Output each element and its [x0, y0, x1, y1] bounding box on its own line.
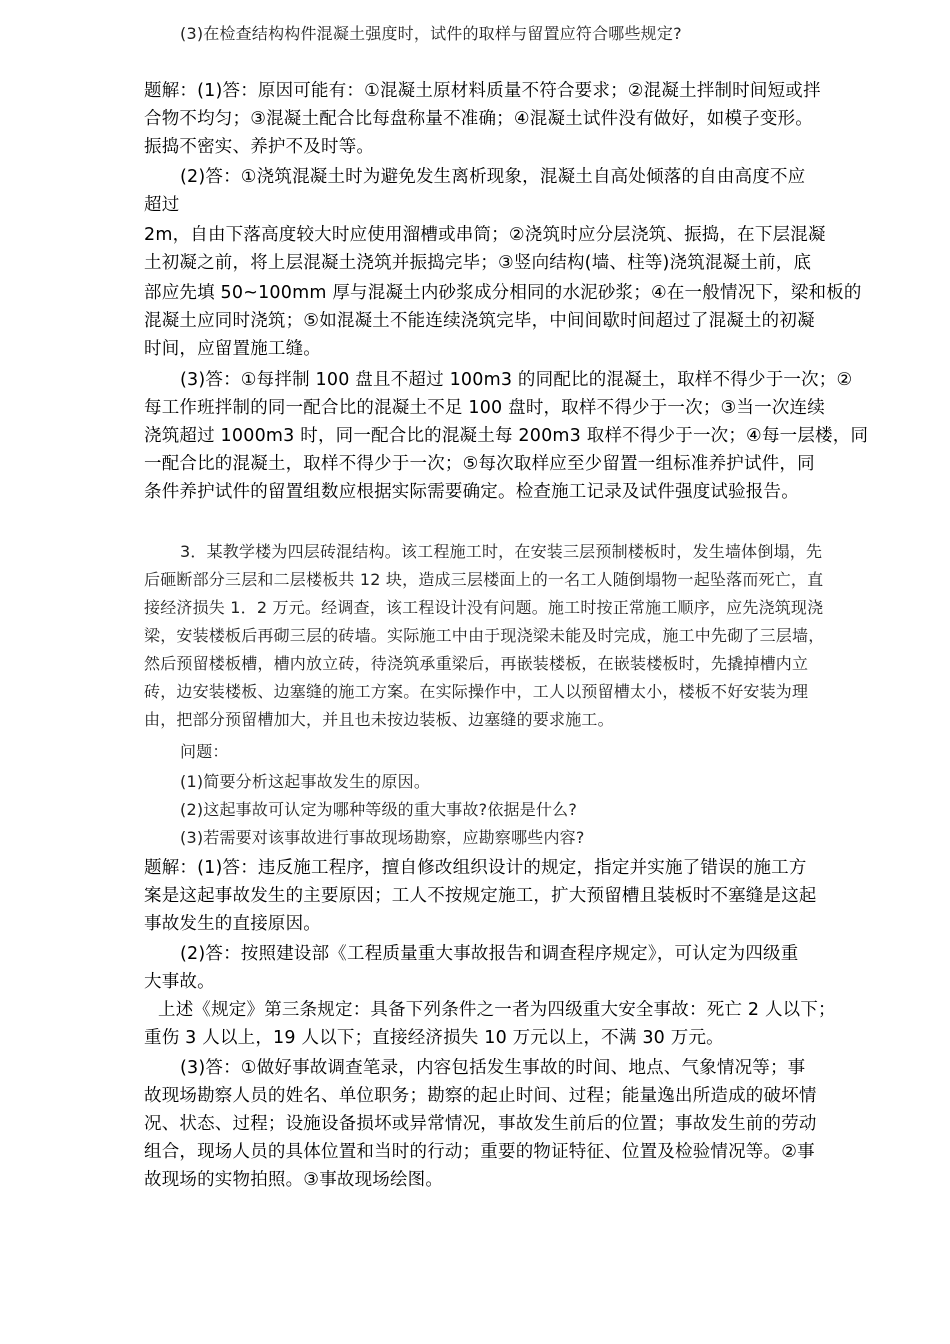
solution-2-line-4: 重伤 3 人以上，19 人以下；直接经济损失 10 万元以上，不满 30 万元。 — [144, 1028, 724, 1048]
solution-1-line-2: 案是这起事故发生的主要原因；工人不按规定施工，扩大预留槽且装板时不塞缝是这起 — [144, 886, 817, 906]
answer-2-line-4: 土初凝之前，将上层混凝土浇筑并振捣完毕；③竖向结构(墙、柱等)浇筑混凝土前，底 — [144, 253, 812, 273]
solution-2-line-2: 大事故。 — [144, 972, 215, 992]
questions-heading: 问题： — [180, 742, 229, 761]
answer-1-line-2: 合物不均匀；③混凝土配合比每盘称量不准确；④混凝土试件没有做好，如模子变形。 — [144, 109, 813, 129]
solution-3-line-4: 组合，现场人员的具体位置和当时的行动；重要的物证特征、位置及检验情况等。②事 — [144, 1142, 815, 1162]
answer-2-line-7: 时间，应留置施工缝。 — [144, 339, 321, 359]
solution-1-line-1: 题解：(1)答：违反施工程序，擅自修改组织设计的规定，指定并实施了错误的施工方 — [144, 858, 807, 878]
answer-2-line-2: 超过 — [144, 195, 180, 215]
case-3-line-1: 3．某教学楼为四层砖混结构。该工程施工时，在安装三层预制楼板时，发生墙体倒塌，先 — [180, 542, 823, 561]
answer-3-line-1: (3)答：①每拌制 100 盘且不超过 100m3 的同配比的混凝土，取样不得少于一次；② — [180, 370, 853, 390]
answer-2-line-6: 混凝土应同时浇筑；⑤如混凝土不能连续浇筑完毕，中间间歇时间超过了混凝土的初凝 — [144, 311, 815, 331]
solution-2-line-3: 上述《规定》第三条规定：具备下列条件之一者为四级重大安全事故：死亡 2 人以下； — [158, 1000, 836, 1020]
question-2: (2)这起事故可认定为哪种等级的重大事故?依据是什么? — [180, 800, 578, 819]
case-3-line-6: 砖，边安装楼板、边塞缝的施工方案。在实际操作中，工人以预留槽太小，楼板不好安装为理 — [144, 682, 809, 701]
answer-1-line-3: 振捣不密实、养护不及时等。 — [144, 137, 375, 157]
answer-3-line-5: 条件养护试件的留置组数应根据实际需要确定。检查施工记录及试件强度试验报告。 — [144, 482, 799, 502]
answer-3-line-4: 一配合比的混凝土，取样不得少于一次；⑤每次取样应至少留置一组标准养护试件，同 — [144, 454, 815, 474]
case-3-line-4: 梁，安装楼板后再砌三层的砖墙。实际施工中由于现浇梁未能及时完成，施工中先砌了三层墙， — [144, 626, 825, 645]
solution-3-line-1: (3)答：①做好事故调查笔录，内容包括发生事故的时间、地点、气象情况等；事 — [180, 1058, 806, 1078]
case-3-line-7: 由，把部分预留槽加大，并且也未按边装板、边塞缝的要求施工。 — [144, 710, 614, 729]
solution-3-line-2: 故现场勘察人员的姓名、单位职务；勘察的起止时间、过程；能量逸出所造成的破坏情 — [144, 1086, 817, 1106]
solution-3-line-5: 故现场的实物拍照。③事故现场绘图。 — [144, 1170, 444, 1190]
solution-2-line-1: (2)答：按照建设部《工程质量重大事故报告和调查程序规定》，可认定为四级重 — [180, 944, 799, 964]
question-1: (1)简要分析这起事故发生的原因。 — [180, 772, 431, 791]
solution-3-line-3: 况、状态、过程；设施设备损坏或异常情况，事故发生前后的位置；事故发生前的劳动 — [144, 1114, 817, 1134]
answer-2-line-3: 2m，自由下落高度较大时应使用溜槽或串筒；②浇筑时应分层浇筑、振捣，在下层混凝 — [144, 225, 826, 245]
case-3-line-2: 后砸断部分三层和二层楼板共 12 块，造成三层楼面上的一名工人随倒塌物一起坠落而死亡，直 — [144, 570, 824, 589]
question-3: (3)在检查结构构件混凝土强度时，试件的取样与留置应符合哪些规定? — [180, 24, 682, 43]
case-3-line-3: 接经济损失 1．2 万元。经调查，该工程设计没有问题。施工时按正常施工顺序，应先浇筑现浇 — [144, 598, 824, 617]
case-3-line-5: 然后预留楼板槽，槽内放立砖，待浇筑承重梁后，再嵌装楼板，在嵌装楼板时，先撬掉槽内立 — [144, 654, 809, 673]
question-3b: (3)若需要对该事故进行事故现场勘察，应勘察哪些内容? — [180, 828, 585, 847]
answer-2-line-5: 部应先填 50~100mm 厚与混凝土内砂浆成分相同的水泥砂浆；④在一般情况下，梁和板的 — [144, 283, 862, 303]
answer-1-line-1: 题解：(1)答：原因可能有：①混凝土原材料质量不符合要求；②混凝土拌制时间短或拌 — [144, 81, 821, 101]
answer-3-line-3: 浇筑超过 1000m3 时，同一配合比的混凝土每 200m3 取样不得少于一次；④每一层楼，同 — [144, 426, 869, 446]
answer-2-line-1: (2)答：①浇筑混凝土时为避免发生离析现象，混凝土自高处倾落的自由高度不应 — [180, 167, 806, 187]
solution-1-line-3: 事故发生的直接原因。 — [144, 914, 321, 934]
answer-3-line-2: 每工作班拌制的同一配合比的混凝土不足 100 盘时，取样不得少于一次；③当一次连续 — [144, 398, 825, 418]
